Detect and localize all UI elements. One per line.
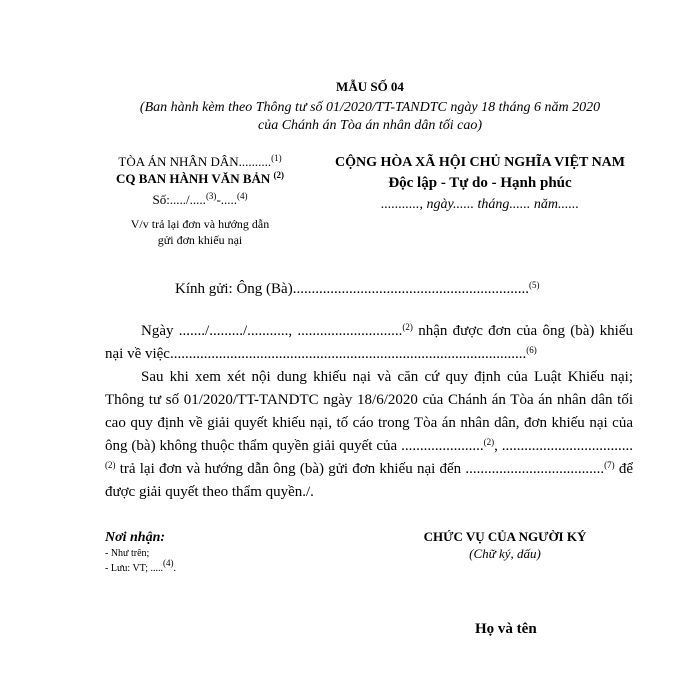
country-name: CỘNG HÒA XÃ HỘI CHỦ NGHĨA VIỆT NAM xyxy=(334,155,625,170)
issued-line-1: (Ban hành kèm theo Thông tư số 01/2020/TT-TANDTC ngày 18 tháng 6 năm 2020 xyxy=(139,100,601,115)
issuing-agency-block xyxy=(100,153,300,248)
date-line: ..........., ngày...... tháng...... năm...... xyxy=(381,197,579,212)
national-motto: Độc lập - Tự do - Hạnh phúc xyxy=(388,175,572,191)
document-number: Số:...../.....$^{(3)}$-.....$^{(4)}$ xyxy=(152,191,248,207)
signature-block xyxy=(405,528,605,562)
form-title: MẪU SỐ 04 xyxy=(336,79,404,94)
signer-title: CHỨC VỤ CỦA NGƯỜI KÝ xyxy=(423,529,587,544)
recipients-title: Nơi nhận: xyxy=(105,530,166,545)
salutation: Kính gửi: Ông (Bà)...............................................................$^{(5)}$ xyxy=(175,280,540,297)
document-subject: V/v trả lại đơn và hướng dẫn gửi đơn khiếu nại xyxy=(130,217,270,247)
agency-name: CQ BAN HÀNH VĂN BẢN $^{(2)}$ xyxy=(115,170,285,186)
body-paragraph-2: Sau khi xem xét nội dung khiếu nại và căn cứ quy định của Luật Khiếu nại; Thông tư số 01/2020/TT-TANDTC ngày 18/6/2020 của Chánh án Tòa án nhân dân tối cao quy định về giải quyết khiếu nại, tố cáo trong Tòa án nhân dân, đơn khiếu nại của ông (bà) không thuộc thẩm quyền giải quyết của ......................$^{(2)}$, ...................................$^{(2)}$ trả lại đơn và hướng dẫn ông (bà) gửi đơn khiếu nại đến .....................................$^{(7)}$ để được giải quyết theo thẩm quyền./. xyxy=(105,369,634,500)
signer-name: Họ và tên xyxy=(475,621,537,637)
recipient-item: - Như trên; xyxy=(105,548,150,559)
recipient-item: - Lưu: VT; .....$^{(4)}$. xyxy=(105,558,177,574)
recipients-block xyxy=(105,530,176,576)
issued-line-2: của Chánh án Tòa án nhân dân tối cao) xyxy=(258,118,482,133)
form-subtitle xyxy=(0,99,700,135)
signature-note: (Chữ ký, dấu) xyxy=(469,546,541,561)
national-header-block xyxy=(325,152,635,215)
body-paragraph-1: Ngày ......./........./..........., ............................$^{(2)}$ nhận được đơn của ông (bà) khiếu nại về việc...............................................................................................$^{(6)}$ xyxy=(105,322,633,362)
court-name: TÒA ÁN NHÂN DÂN..........$^{(1)}$ xyxy=(118,153,282,169)
